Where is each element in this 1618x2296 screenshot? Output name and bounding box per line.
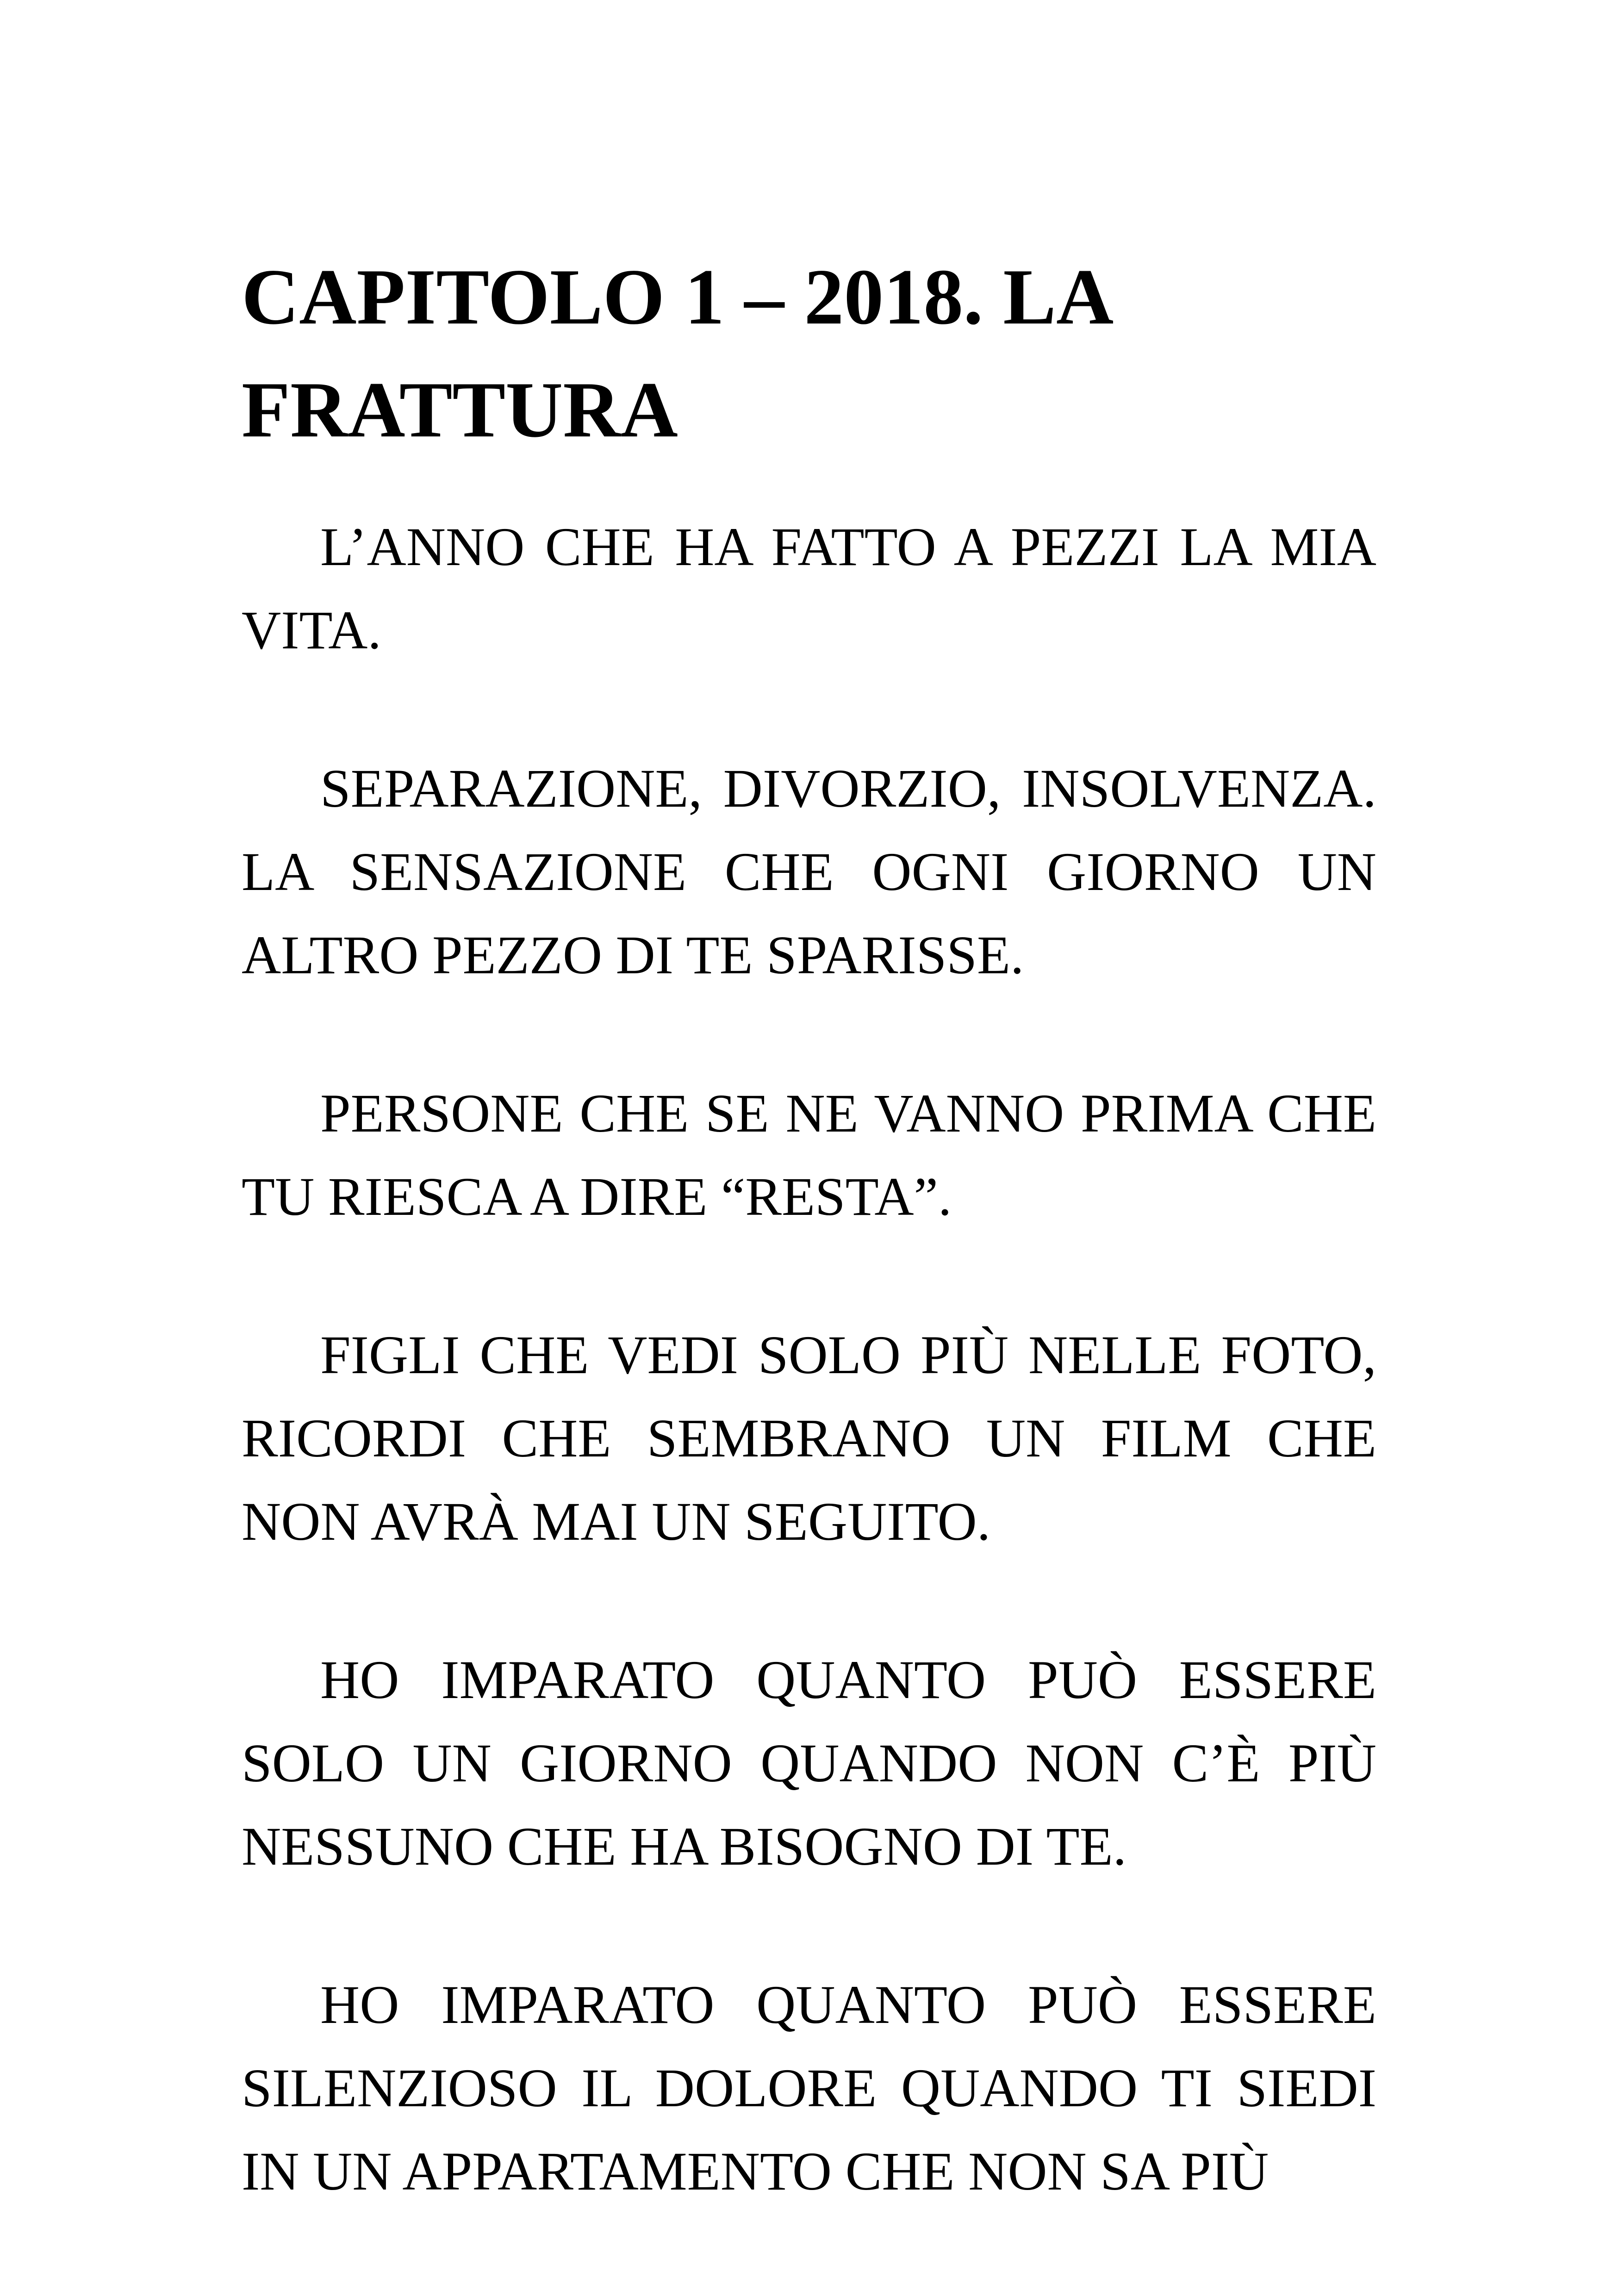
paragraph: HO IMPARATO QUANTO PUÒ ESSERE SILENZIOSO IL DOLORE QUANDO TI SIEDI IN UN APPARTAMENTO CHE NON SA PIÙ	[242, 1974, 1376, 2202]
paragraph: FIGLI CHE VEDI SOLO PIÙ NELLE FOTO, RICORDI CHE SEMBRANO UN FILM CHE NON AVRÀ MAI UN SEGUITO.	[242, 1325, 1376, 1552]
paragraph: SEPARAZIONE, DIVORZIO, INSOLVENZA. LA SENSAZIONE CHE OGNI GIORNO UN ALTRO PEZZO DI TE SPARISSE.	[242, 758, 1376, 985]
chapter-title: CAPITOLO 1 – 2018. LA FRATTURA	[242, 253, 1109, 454]
paragraph: L’ANNO CHE HA FATTO A PEZZI LA MIA VITA.	[242, 516, 1376, 660]
paragraph: HO IMPARATO QUANTO PUÒ ESSERE SOLO UN GIORNO QUANDO NON C’È PIÙ NESSUNO CHE HA BISOGNO DI TE.	[242, 1649, 1376, 1877]
page-content	[242, 241, 1376, 2288]
paragraph: PERSONE CHE SE NE VANNO PRIMA CHE TU RIESCA A DIRE “RESTA”.	[242, 1083, 1376, 1227]
